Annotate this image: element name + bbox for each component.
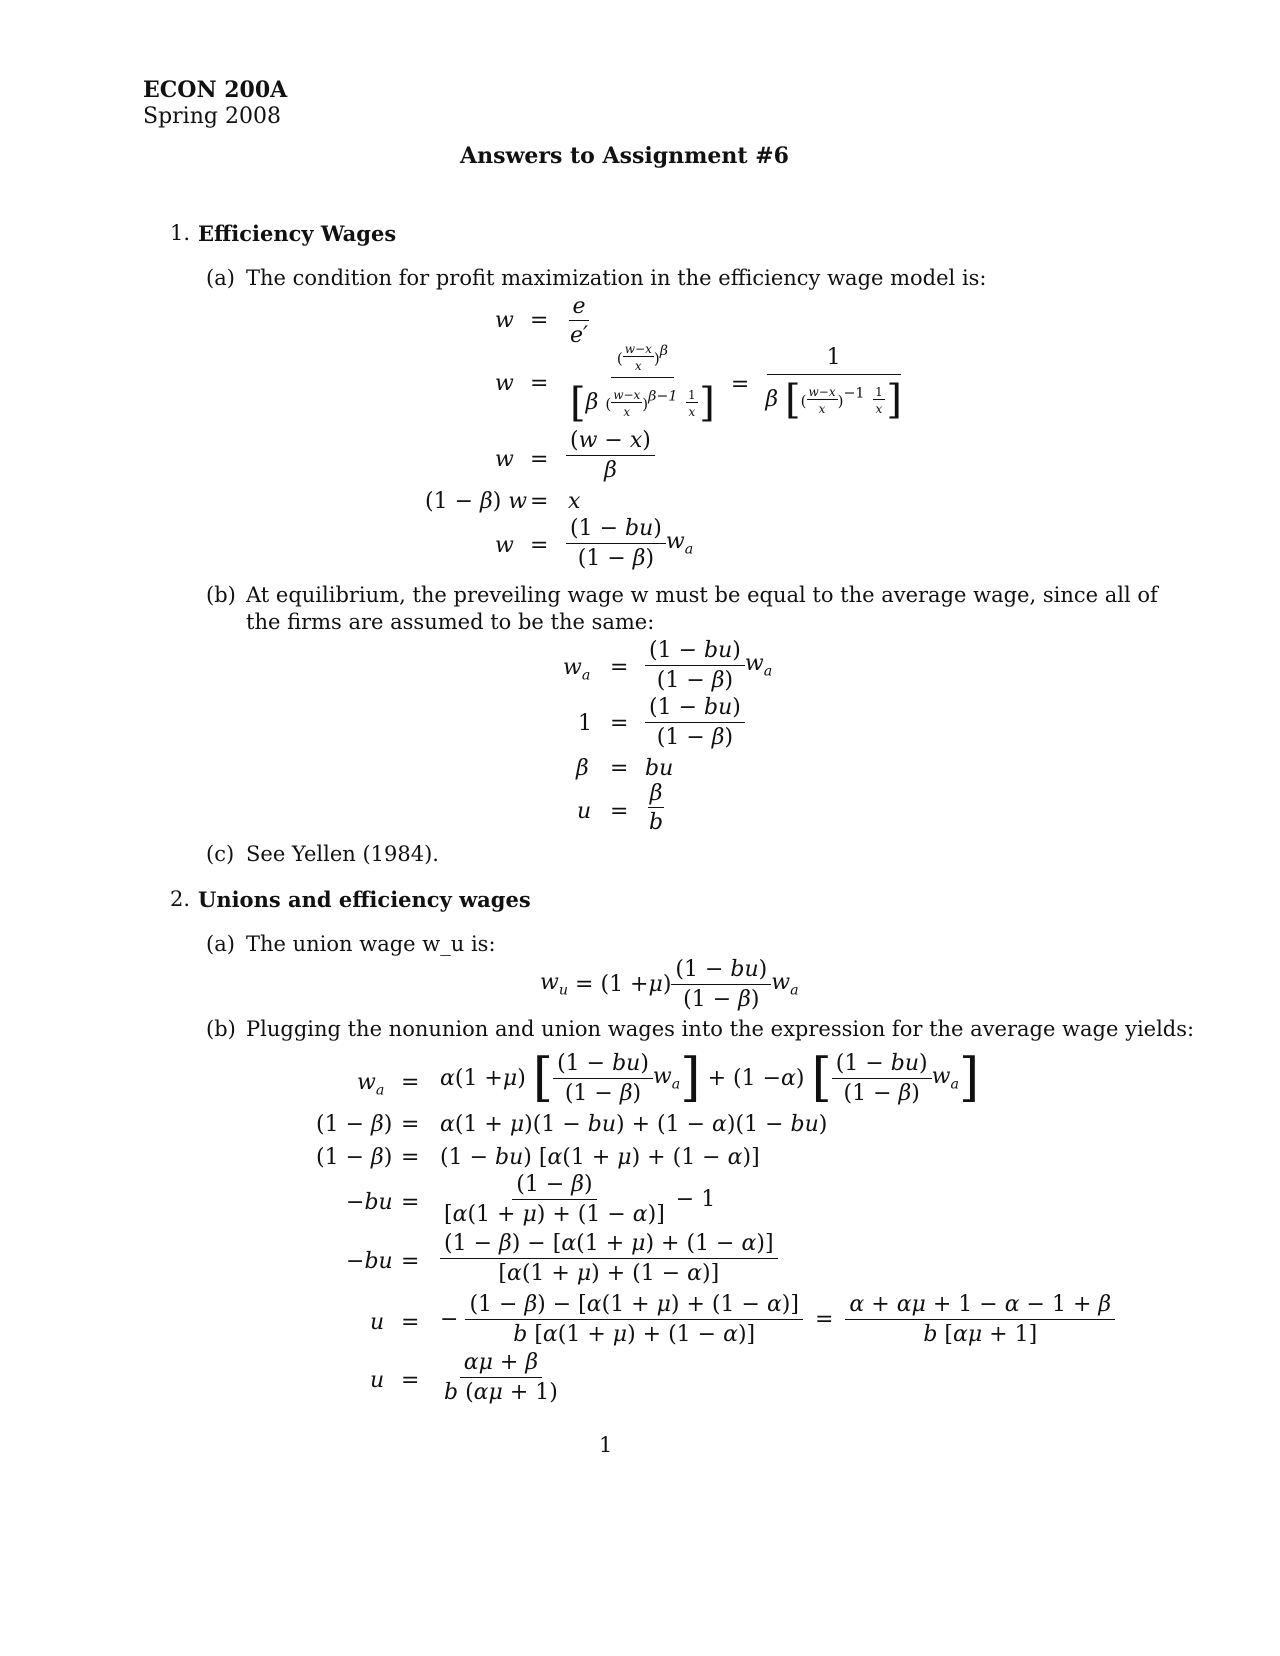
eq-rhs: α (1 + μ ) [ $\frac{(1 - bu)}{(1 - \beta)}$ $w_a$ ] + (1 − α ) [ $\frac{(1 - bu)}{(1 - \beta)}$ $w_a$ ]: [440, 1048, 980, 1108]
q1b-label: (b): [206, 583, 236, 607]
q1c-label: (c): [206, 842, 235, 866]
eq-lhs: 1: [578, 711, 592, 736]
q1a-text: The condition for profit maximization in the efficiency wage model is:: [246, 266, 987, 290]
q1c-text: See Yellen (1984).: [246, 842, 439, 866]
eq-rhs: $\frac{(1 - \beta) - [\alpha(1 + \mu) + (1 - \alpha)]}{[\alpha(1 + \mu) + (1 - \alpha)]}$: [440, 1231, 778, 1286]
q1-number: 1.: [170, 221, 191, 245]
eq-sign: =: [530, 489, 549, 514]
eq-rhs: bu: [645, 756, 674, 781]
eq-lhs: u: [370, 1368, 385, 1393]
q2-number: 2.: [170, 887, 191, 911]
eq-rhs: $\frac{(1 - bu)}{(1 - \beta)}$ $w_a$: [645, 638, 772, 693]
eq-lhs: u: [370, 1310, 385, 1335]
eq-sign: =: [401, 1070, 420, 1095]
eq-sign: =: [610, 799, 629, 824]
eq-sign: =: [530, 533, 549, 558]
eq-lhs: w: [495, 308, 514, 333]
eq-sign: =: [401, 1249, 420, 1274]
eq-lhs: β: [576, 756, 589, 781]
q2a-label: (a): [206, 932, 235, 956]
eq-lhs: (1 − β): [316, 1112, 393, 1137]
eq-lhs: −bu: [346, 1190, 393, 1215]
eq-lhs: u: [577, 799, 592, 824]
eq-lhs: w: [495, 447, 514, 472]
eq-lhs: (1 − β) w: [425, 489, 528, 514]
q1-title: Efficiency Wages: [198, 221, 397, 246]
eq-rhs: $\frac{(1 - bu)}{(1 - \beta)}$: [645, 695, 745, 750]
eq-rhs: $\frac{(1 - bu)}{(1 - \beta)}$ $w_a$: [566, 516, 693, 571]
eq-sign: =: [401, 1190, 420, 1215]
q2a-equation: $w_u$ = (1 + μ ) $\frac{(1 - bu)}{(1 - \beta)}$ $w_a$: [540, 957, 799, 1012]
eq-lhs: w: [495, 371, 514, 396]
eq-rhs: $\frac{(1 - \beta)}{[\alpha(1 + \mu) + (1 - \alpha)]}$ − 1: [444, 1172, 716, 1227]
eq-rhs: $\frac{(w - x)}{\beta}$: [566, 428, 655, 483]
q1b-text-line2: the firms are assumed to be the same:: [246, 610, 655, 634]
eq-lhs: $w_a$: [357, 1070, 385, 1099]
eq-sign: =: [401, 1112, 420, 1137]
eq-rhs: $\frac{\alpha\mu + \beta}{b (\alpha\mu + 1)}$: [444, 1350, 558, 1405]
page-title: Answers to Assignment #6: [460, 143, 789, 169]
eq-lhs: $w_a$: [563, 655, 591, 684]
eq-sign: =: [530, 371, 549, 396]
q2-title: Unions and efficiency wages: [198, 887, 531, 912]
eq-sign: =: [401, 1310, 420, 1335]
q2b-text: Plugging the nonunion and union wages into the expression for the average wage yields:: [246, 1017, 1195, 1041]
eq-rhs: α(1 + μ)(1 − bu) + (1 − α)(1 − bu): [440, 1112, 828, 1137]
eq-sign: =: [530, 308, 549, 333]
eq-rhs: − $\frac{(1 - \beta) - [\alpha(1 + \mu) + (1 - \alpha)]}{b [\alpha(1 + \mu) + (1 - \alpha)]}$ = $\frac{\alpha + \alpha\mu + 1 - \alpha - 1 + \beta}{b [\alpha\mu + 1]}$: [440, 1292, 1115, 1347]
q1a-label: (a): [206, 266, 235, 290]
eq-rhs: (1 − bu) [α(1 + μ) + (1 − α)]: [440, 1145, 760, 1170]
eq-sign: =: [401, 1145, 420, 1170]
eq-sign: =: [610, 711, 629, 736]
q2b-label: (b): [206, 1017, 236, 1041]
eq-lhs: w: [495, 533, 514, 558]
q1b-text-line1: At equilibrium, the preveiling wage w must be equal to the average wage, since all of: [246, 583, 1158, 607]
eq-rhs: ( $\frac{w-x}{x}$ )$^\beta$ [β ( $\frac{w-x}{x}$ )$^{\beta-1}$ $\frac{1}{x}$ ] = 1 β [( $\frac{w-x}{x}$ )$^{-1}$ $\frac{1}{x}$ ]: [570, 342, 902, 426]
eq-sign: =: [401, 1368, 420, 1393]
eq-rhs: x: [568, 489, 581, 514]
eq-rhs: $\frac{e}{e'}$: [570, 294, 589, 348]
eq-rhs: $\frac{\beta}{b}$: [649, 781, 664, 835]
q2a-text: The union wage w_u is:: [246, 932, 496, 956]
eq-lhs: −bu: [346, 1249, 393, 1274]
course-title: ECON 200A: [143, 77, 288, 103]
eq-sign: =: [610, 655, 629, 680]
term: Spring 2008: [143, 104, 281, 129]
page-number: 1: [599, 1433, 613, 1457]
eq-lhs: (1 − β): [316, 1145, 393, 1170]
eq-sign: =: [610, 756, 629, 781]
eq-sign: =: [530, 447, 549, 472]
